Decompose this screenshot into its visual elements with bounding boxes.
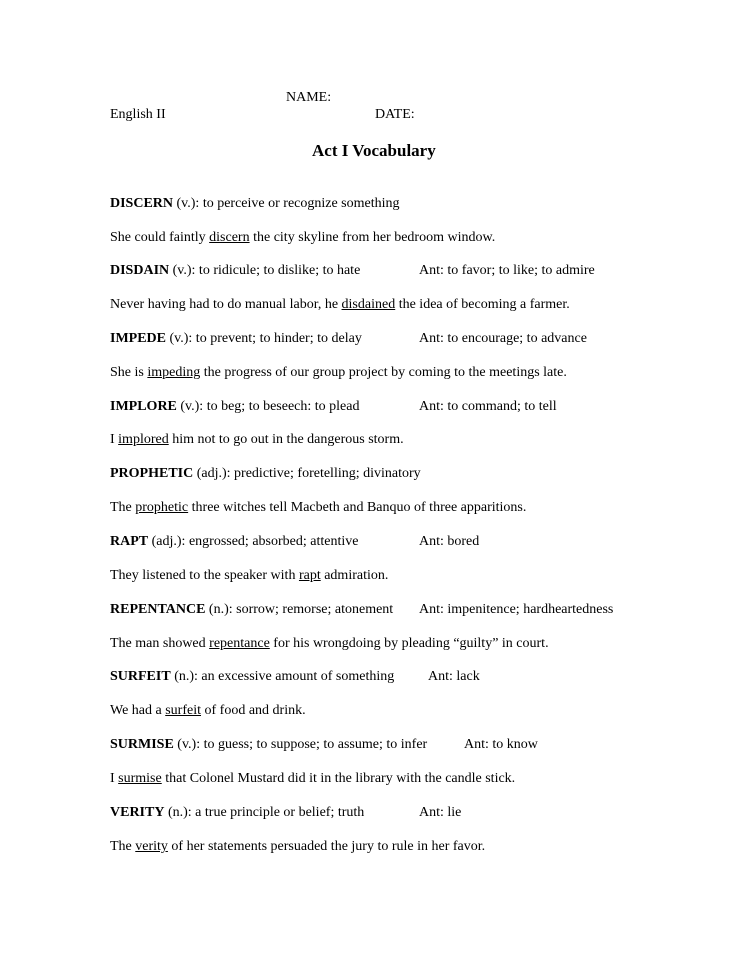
vocab-word: IMPEDE: [110, 331, 166, 346]
vocab-word: DISCERN: [110, 196, 174, 211]
vocab-definition: (n.): a true principle or belief; truth: [164, 805, 365, 820]
sentence-vocab-word: verity: [135, 839, 168, 854]
vocab-definition-line: [110, 467, 421, 481]
vocab-definition: (adj.): engrossed; absorbed; attentive: [148, 534, 359, 549]
vocab-antonym: Ant: lie: [419, 805, 462, 820]
vocab-word: DISDAIN: [110, 263, 170, 278]
example-sentence: [110, 569, 388, 583]
sentence-vocab-word: rapt: [298, 568, 321, 583]
vocab-definition: (adj.): predictive; foretelling; divinatory: [193, 466, 421, 481]
example-sentence: [110, 298, 570, 312]
vocab-definition-line: [110, 264, 360, 278]
sentence-vocab-word: surfeit: [165, 703, 201, 718]
sentence-text: The man showed: [110, 636, 210, 651]
sentence-text: We had a: [110, 703, 166, 718]
vocab-word: SURFEIT: [110, 669, 171, 684]
sentence-text: three witches tell Macbeth and Banquo of three apparitions.: [188, 500, 527, 515]
vocab-definition-line: [110, 400, 359, 414]
sentence-text: admiration.: [320, 568, 389, 583]
vocab-definition: (v.): to guess; to suppose; to assume; to infer: [173, 737, 428, 752]
vocab-antonym: Ant: to encourage; to advance: [419, 331, 587, 346]
vocab-word: PROPHETIC: [110, 466, 194, 481]
vocab-definition-line: [110, 806, 364, 820]
vocab-definition: (n.): an excessive amount of something: [170, 669, 395, 684]
example-sentence: [110, 501, 526, 515]
example-sentence: [110, 772, 515, 786]
vocab-antonym: Ant: lack: [428, 669, 480, 684]
name-label: NAME:: [286, 90, 332, 105]
sentence-text: They listened to the speaker with: [110, 568, 299, 583]
sentence-text: of her statements persuaded the jury to rule in her favor.: [167, 839, 486, 854]
example-sentence: [110, 704, 306, 718]
example-sentence: [110, 231, 495, 245]
vocab-definition: (v.): to ridicule; to dislike; to hate: [169, 263, 361, 278]
vocab-definition-line: [110, 535, 358, 549]
example-sentence: [110, 366, 567, 380]
vocab-antonym: Ant: to command; to tell: [419, 399, 557, 414]
sentence-vocab-word: disdained: [341, 297, 396, 312]
sentence-text: I: [110, 771, 119, 786]
sentence-vocab-word: implored: [118, 432, 169, 447]
sentence-text: the progress of our group project by coming to the meetings late.: [200, 365, 567, 380]
example-sentence: [110, 433, 404, 447]
sentence-text: The: [110, 839, 136, 854]
sentence-vocab-word: surmise: [118, 771, 162, 786]
sentence-text: The: [110, 500, 136, 515]
sentence-text: the idea of becoming a farmer.: [395, 297, 570, 312]
vocab-definition: (v.): to prevent; to hinder; to delay: [166, 331, 362, 346]
sentence-vocab-word: repentance: [209, 636, 270, 651]
sentence-text: the city skyline from her bedroom window.: [249, 230, 496, 245]
sentence-vocab-word: prophetic: [135, 500, 189, 515]
vocab-definition: (v.): to perceive or recognize something: [173, 196, 400, 211]
example-sentence: [110, 840, 485, 854]
vocab-antonym: Ant: to favor; to like; to admire: [419, 263, 595, 278]
vocab-word: REPENTANCE: [110, 602, 206, 617]
date-label: DATE:: [375, 107, 415, 122]
vocab-antonym: Ant: to know: [464, 737, 538, 752]
page-title: Act I Vocabulary: [312, 141, 436, 160]
vocab-antonym: Ant: impenitence; hardheartedness: [419, 602, 614, 617]
vocab-definition: (v.): to beg; to beseech: to plead: [176, 399, 360, 414]
sentence-text: Never having had to do manual labor, he: [110, 297, 342, 312]
vocab-antonym: Ant: bored: [419, 534, 480, 549]
vocab-definition-line: [110, 738, 427, 752]
sentence-vocab-word: impeding: [147, 365, 201, 380]
vocab-word: RAPT: [110, 534, 149, 549]
example-sentence: [110, 637, 549, 651]
sentence-text: that Colonel Mustard did it in the library with the candle stick.: [161, 771, 516, 786]
vocab-word: IMPLORE: [110, 399, 177, 414]
sentence-text: I: [110, 432, 119, 447]
vocab-definition-line: [110, 332, 362, 346]
vocab-word: SURMISE: [110, 737, 174, 752]
vocab-definition-line: [110, 603, 393, 617]
vocab-word: VERITY: [110, 805, 165, 820]
vocab-definition: (n.): sorrow; remorse; atonement: [205, 602, 394, 617]
vocab-definition-line: [110, 197, 400, 211]
sentence-text: She is: [110, 365, 148, 380]
sentence-text: She could faintly: [110, 230, 210, 245]
sentence-text: of food and drink.: [201, 703, 306, 718]
course-label: English II: [110, 107, 166, 122]
sentence-text: for his wrongdoing by pleading “guilty” in court.: [269, 636, 549, 651]
vocab-definition-line: [110, 670, 394, 684]
sentence-vocab-word: discern: [209, 230, 250, 245]
sentence-text: him not to go out in the dangerous storm.: [168, 432, 404, 447]
